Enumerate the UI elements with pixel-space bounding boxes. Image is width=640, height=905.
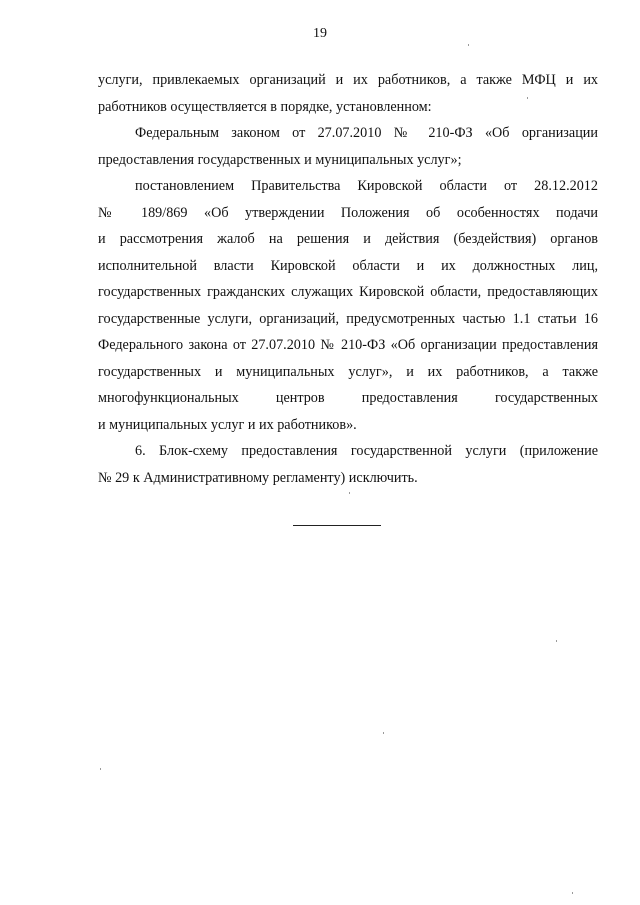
text-line: исполнительной власти Кировской области и их должностных лиц, — [98, 257, 598, 274]
text-line: Федеральным законом от 27.07.2010 № 210-ФЗ «Об организации — [135, 125, 598, 141]
text-line: государственных и муниципальных услуг», и их работников, а также — [98, 363, 598, 380]
paragraph-1 — [98, 67, 598, 120]
text-line: и муниципальных услуг и их работников». — [98, 416, 357, 433]
text-line: 6. Блок-схему предоставления государственной услуги (приложение — [135, 443, 598, 459]
page-number: 19 — [313, 26, 327, 41]
paragraph-4 — [98, 438, 598, 491]
text-line: и рассмотрения жалоб на решения и действия (бездействия) органов — [98, 231, 598, 247]
text-line: государственные услуги, организаций, предусмотренных частью 1.1 статьи 16 — [98, 310, 598, 327]
scan-speck — [572, 892, 573, 894]
paragraph-2 — [98, 120, 598, 173]
text-line: многофункциональных центров предоставления государственных — [98, 390, 598, 406]
text-line: постановлением Правительства Кировской области от 28.12.2012 — [135, 178, 598, 194]
end-separator-line — [293, 525, 381, 526]
paragraph-3 — [98, 173, 598, 438]
document-body — [98, 67, 598, 491]
text-line: государственных гражданских служащих Кировской области, предоставляющих — [98, 284, 598, 300]
text-line: работников осуществляется в порядке, установленном: — [98, 98, 432, 115]
scan-speck — [349, 492, 350, 494]
text-line: Федерального закона от 27.07.2010 № 210-ФЗ «Об организации предоставления — [98, 337, 598, 353]
text-line: № 189/869 «Об утверждении Положения об особенностях подачи — [98, 204, 598, 221]
scan-speck — [556, 640, 557, 642]
text-line: предоставления государственных и муниципальных услуг»; — [98, 151, 462, 168]
scan-speck — [383, 732, 384, 734]
scan-speck — [527, 97, 528, 99]
scan-speck — [468, 44, 469, 46]
scan-speck — [100, 768, 101, 770]
text-line: услуги, привлекаемых организаций и их работников, а также МФЦ и их — [98, 72, 598, 88]
text-line: № 29 к Административному регламенту) исключить. — [98, 469, 418, 486]
